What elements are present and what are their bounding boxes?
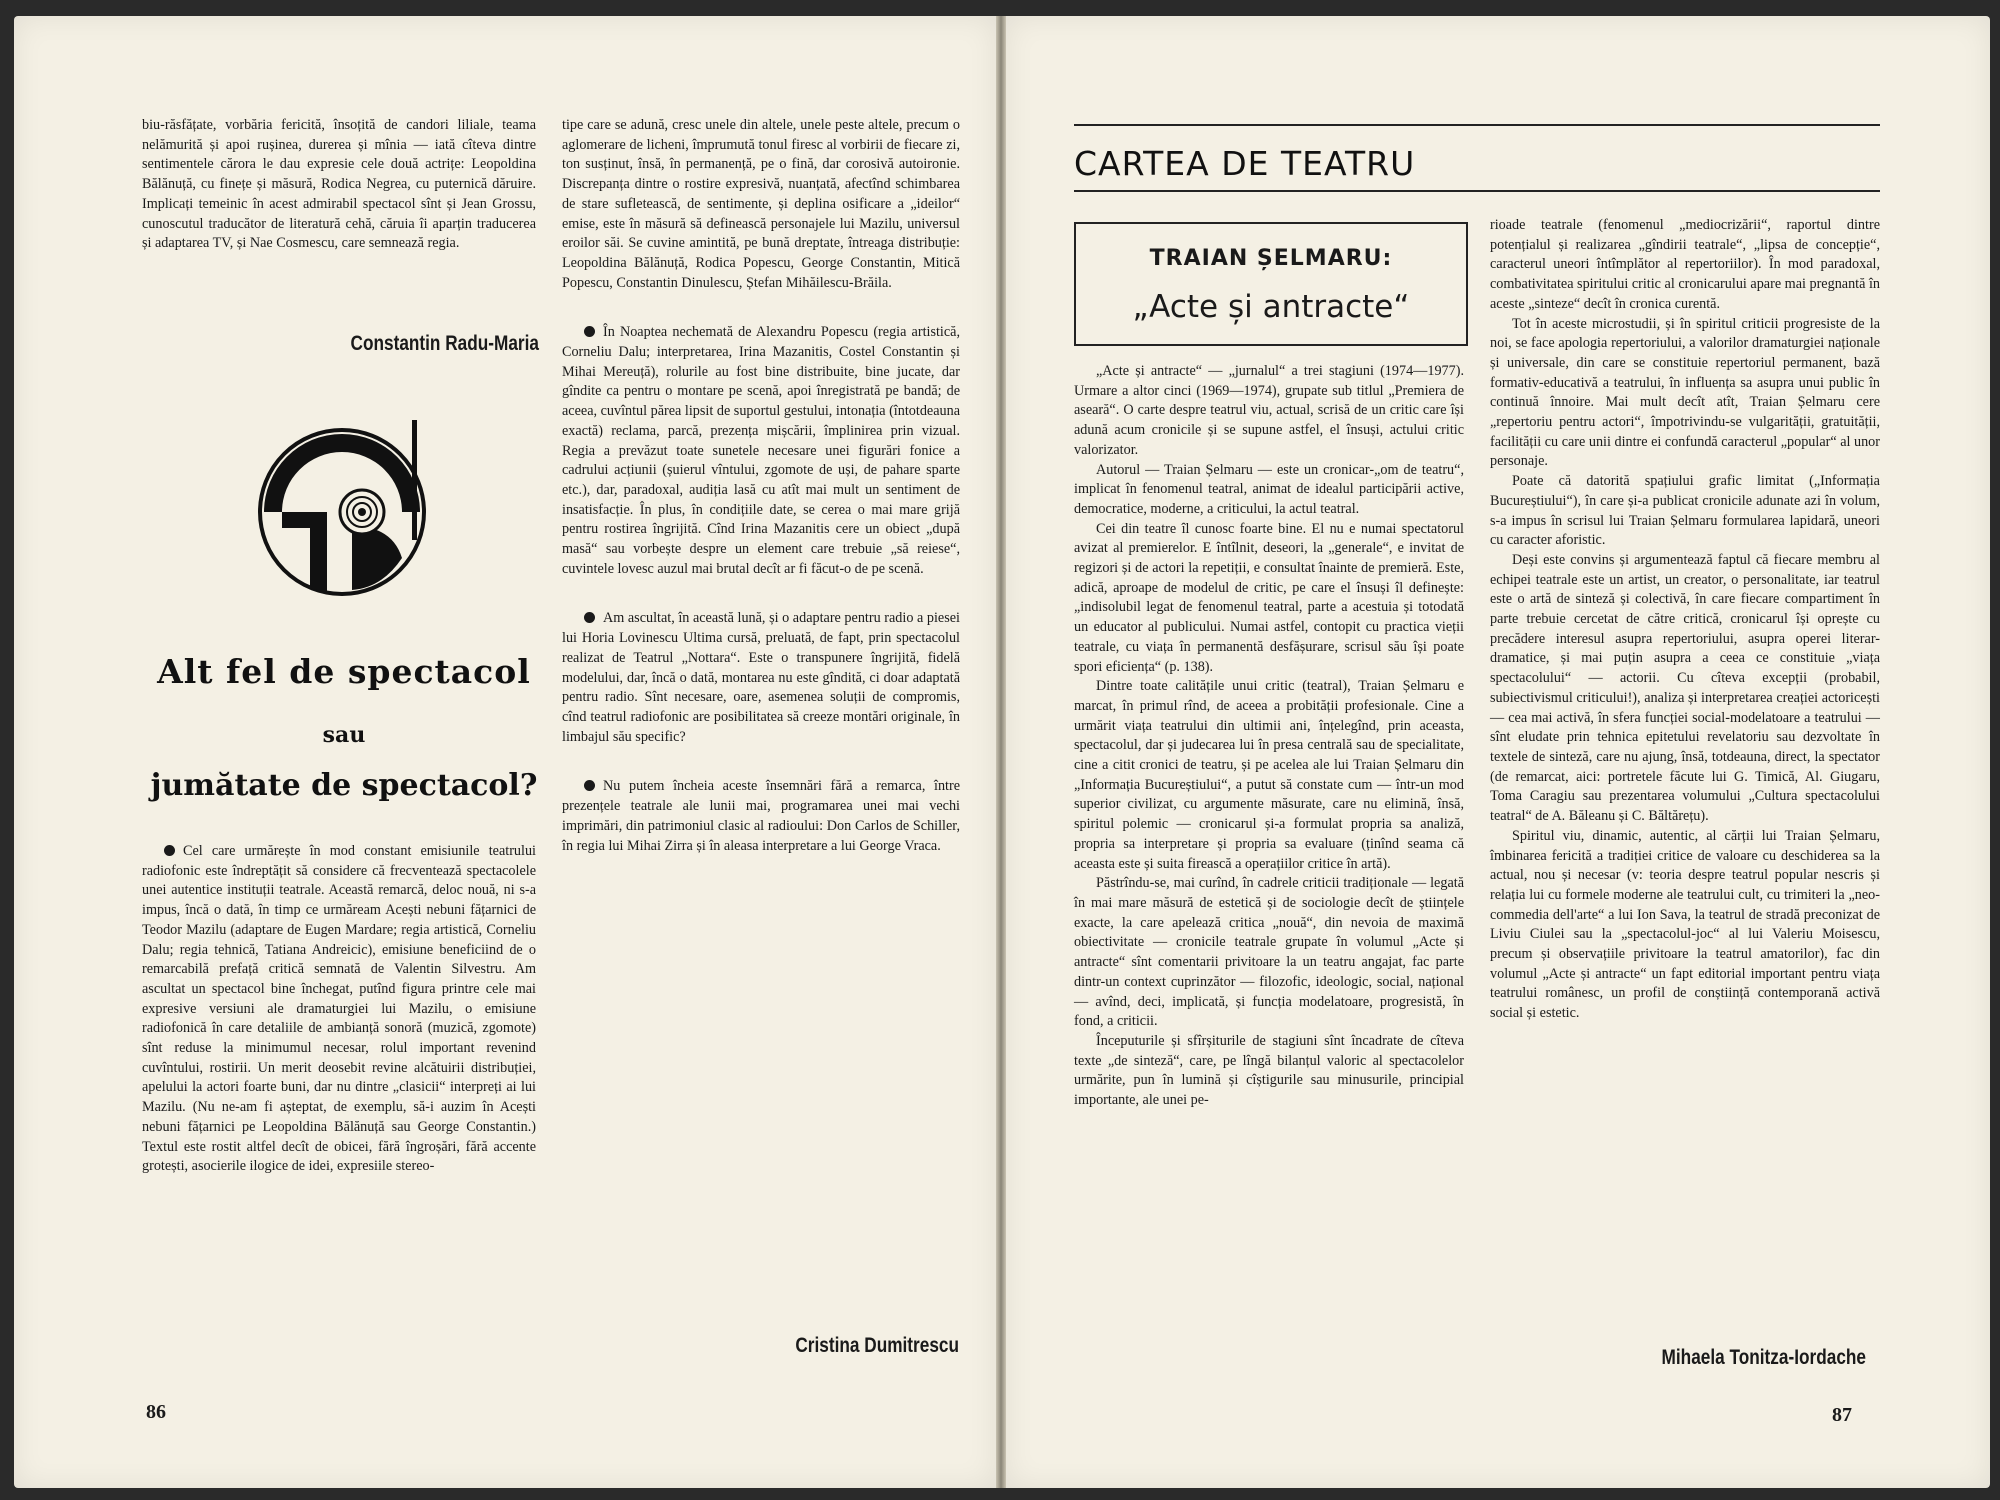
don-carlos-paragraph <box>562 777 960 856</box>
signature-radu-maria: Constantin Radu-Maria <box>350 332 539 355</box>
bullet-icon <box>164 845 175 856</box>
ultima-cursa-text: Am ascultat, în această lună, și o adaptare pentru radio a piesei lui Horia Lovinescu Ultima cursă, preluată, de fapt, prin spectacolul realizat de Teatrul „Nottara“. Este o transpunere îngrijită, fidelă modelului, dar, încă o dată, montarea nu este gîndită, ci doar adaptată pentru radio. Sînt necesare, oare, asemenea soluții de compromis, cînd teatrul radiofonic are posibilitatea să creeze montări originale, în limbajul său specific? <box>562 610 960 745</box>
ultima-cursa-paragraph <box>562 609 960 747</box>
headline-line2: sau <box>322 722 366 748</box>
bullet-icon <box>584 326 595 337</box>
left-col2 <box>562 116 960 856</box>
intro-paragraph: biu-răsfățate, vorbăria fericită, însoțită de candori liliale, teama nelămurită și apoi rușinea, durerea și mînia — iată cîteva dintre sentimentele cărora le dau expresie cele două actrițe: Leopoldina Bălănuță, cu finețe și măsură, Rodica Negrea, cu puternică dăruire. Implicați temeinic în acest admirabil spectacol sînt și Jean Grossu, cunoscutul traducător de literatură cehă, căruia îi aparțin traducerea și adaptarea TV, și Nae Cosmescu, care semnează regia. <box>142 117 536 252</box>
review-p6: Începuturile și sfîrșiturile de stagiuni sînt încadrate de cîteva texte „de sinteză“, care, pe lîngă bilanțul valoric al spectacolelor urmărite, pun în lumină și cîștigurile sau minusurile, principial importante, ale unei pe- <box>1074 1032 1464 1109</box>
review-p1: „Acte și antracte“ — „jurnalul“ a trei stagiuni (1974—1977). Urmare a altor cinci (1969—1974), grupate sub titlul „Premiera de aseară“. O carte despre teatrul viu, actual, scrisă de un critic care își adună acum cronicile și se supune astfel, el însuși, actului critic valorizator. <box>1074 363 1464 458</box>
mazilu-continuation: tipe care se adună, cresc unele din altele, unele peste altele, precum o aglomerare de licheni, împrumută tonul firesc al vorbirii de fiecare zi, ton susținut, însă, în permanență, pe o fină, dar corosivă autoironie. Discrepanța dintre o rostire expresivă, nuanțată, afectînd schimbarea de stare sufletească, de sentimente, și deplina osificare a „ideilor“ emise, este în măsură să definească personajele lui Mazilu, universul eroilor săi. Se cuvine amintită, pe bună dreptate, întreaga distribuție: Leopoldina Bălănuță, Rodica Popescu, George Constantin, Mitică Popescu, Constantin Dinulescu, Ștefan Mihăilescu-Brăila. <box>562 117 960 291</box>
book-title-box <box>1074 222 1468 346</box>
left-col1-body <box>142 842 536 1177</box>
section-title: CARTEA DE TEATRU <box>1074 144 1416 183</box>
top-rule <box>1074 124 1880 126</box>
review-p10: Deși este convins și argumentează faptul că fiecare membru al echipei teatrale este un artist, un creator, o personalitate, iar teatrul este o artă de sinteză și colectivă, în care fiecare compartiment în parte trebuie cercetat de către critică, cronicarul își oprește cu precădere interesul asupra repertoriului, asupra operei literar-dramatice, și mai puțin asupra a ceea ce constituie „viața spectacolului“ — actorii. Cu cîteva excepții (probabil, subiectivismul criticului!), analiza și interpretarea creației actoricești — cea mai activă, în sfera funcției social-modelatoare a teatrului — sînt eludate prin tehnica epitetului revelatoriu sau dezvoltate în textele de sinteză, care nu ajung, însă, totdeauna, direct, la spectator (de remarcat, aici: portretele făcute lui G. Timică, Al. Giugaru, Toma Caragiu sau prezentarea volumului „Cultura spectacolului teatral“ de A. Băleanu și C. Băltărețu). <box>1490 551 1880 825</box>
bullet-icon <box>584 612 595 623</box>
review-p3: Cei din teatre îl cunosc foarte bine. El nu e numai spectatorul avizat al premierelor. E întîlnit, deseori, la „generale“, e invitat de regizori și de actori la repetiții, e consultat înainte de premieră. Este, adică, aproape de modelul de critic, pe care el însuși îl definește: „indisolubil legat de fenomenul teatral, parte a acestuia și totodată un educator al publicului. Numai astfel, contopit cu practica vieții teatrale, cu viața în permanentă desfășurare, scrisul său își poate spori eficiența“ (p. 138). <box>1074 520 1464 675</box>
right-col2 <box>1490 216 1880 1024</box>
review-p8: Tot în aceste microstudii, și în spiritul criticii progresiste de la noi, se face apologia repertoriului, a valorilor dramaturgiei naționale și universale, din care se constituie repertoriul permanent, bază formativ-educativă a teatrului, în influența sa asupra unui public în continuă înnoire. Mai mult decît atît, Traian Șelmaru cere „repertoriu pentru actori“, împotrivindu-se vulgarității, gratuității, facilității cu care unii dintre ei confundă caracterul „popular“ al unor personaje. <box>1490 315 1880 470</box>
left-col1-intro <box>142 116 536 254</box>
theatre-logo-icon <box>252 418 432 598</box>
book-title: „Acte și antracte“ <box>1132 289 1410 325</box>
book-author: TRAIAN ȘELMARU: <box>1149 246 1393 271</box>
radio-review-text: Cel care urmărește în mod constant emisiunile teatrului radiofonic este îndreptățit să considere că frecventează spectacolele unei autentice instituții teatrale. Această remarcă, deloc nouă, ni s-a impus, încă o dată, în timp ce urmăream Acești nebuni fățarnici de Teodor Mazilu (adaptare de Eugen Mardare; regia artistică, Corneliu Dalu; regia tehnică, Tatiana Andreicic), emisiune beneficiind de o remarcabilă prefață critică semnată de Valentin Silvestru. Am ascultat un spectacol bine închegat, putînd figura printre cele mai expresive versiuni ale dramaturgiei lui Mazilu, o emisiune radiofonică în care detaliile de ambianță sonoră (muzică, zgomote) sînt reduse la minimumul necesar, rolul important revenind cuvîntului, rostirii. Un merit deosebit revine alcătuirii distribuției, apelului la actori foarte buni, dar nu dintre „clasicii“ interpreți ai lui Mazilu. (Nu ne-am fi așteptat, de exemplu, să-i auzim în Acești nebuni fățarnici pe Leopoldina Bălănuță sau George Constantin.) Textul este rostit altfel decît de obicei, fără îngroșări, fără accente grotești, asocierile ilogice de idei, expresiile stereo- <box>142 843 536 1175</box>
left-page <box>14 16 996 1488</box>
signature-dumitrescu: Cristina Dumitrescu <box>795 1334 959 1357</box>
headline-line1: Alt fel de spectacol <box>157 652 531 691</box>
noaptea-paragraph <box>562 323 960 579</box>
right-col1 <box>1074 362 1464 1111</box>
review-p11: Spiritul viu, dinamic, autentic, al cărții lui Traian Șelmaru, îmbinarea fericită a tradiției critice de valoare cu deschiderea sa la actual, nou și necesar (v: teoria despre teatrul popular nescris și relația lui cu formele moderne ale teatrului cult, cu trimiteri la „neo-commedia dell'arte“ a lui Ion Sava, la teatrul de stradă preconizat de Liviu Ciulei sau la „spectacolul-joc“ al lui Valeriu Moisescu, precum și observațiile privitoare la teatrul amatorilor), fac din volumul „Acte și antracte“ un fapt editorial important pentru viața teatrului românesc, un profil de conștiință contemporană activă social și estetic. <box>1490 827 1880 1022</box>
radio-review-paragraph <box>142 842 536 1177</box>
bullet-icon <box>584 780 595 791</box>
noaptea-text: În Noaptea nechemată de Alexandru Popescu (regia artistică, Corneliu Dalu; interpretarea, Irina Mazanitis, Costel Constantin și Mihai Mereuță), rolurile au fost bine distribuite, bine jucate, dar gîndite ca pentru o montare pe scenă, apoi înregistrată pe bandă; de aceea, cuvîntul părea lipsit de suportul gestului, intonația (întotdeauna exactă) reclama, parcă, prezența mișcării, împlinirea prin vizual. Regia a prevăzut toate sunetele necesare unei figurări fonice a cadrului acțiunii (șuierul vîntului, zgomote de uși, de pahare sparte etc.), dar, paradoxal, audiția lasă cu atît mai mult un sentiment de insatisfacție. În plus, în condițiile date, se cerea o mai mare grijă pentru rostirea îngrijită. Cînd Irina Mazanitis cere un obiect „după masă“ sau vorbește despre un element care trebuie „să reiese“, cuvintele lovesc auzul mai brutal decît ar fi făcut-o de pe scenă. <box>562 324 960 577</box>
review-p4: Dintre toate calitățile unui critic (teatral), Traian Șelmaru e marcat, în primul rînd, de aceea a probității profesionale. Cine a urmărit viața teatrului din ultimii ani, înțelegînd, prin aceasta, spectacolul, dar și judecarea lui în presa centrală sau de specialitate, cine a citit cronici de teatru, și pe acelea ale lui Traian Șelmaru din „Informația Bucureștiului“, a putut să constate cum — într-un mod superior civilizat, cu argumente măsurate, care nu elimină, însă, spiritul polemic — cronicarul și-a formulat propria sa analiză, propria sa interpretare și propria sa evaluare (ținînd seama că aceasta este și suita firească a operațiilor critice în artă). <box>1074 678 1464 872</box>
headline-line3: jumătate de spectacol? <box>150 768 538 803</box>
book-spine <box>996 16 1006 1488</box>
don-carlos-text: Nu putem încheia aceste însemnări fără a remarca, între prezențele teatrale ale lunii mai, programarea unei mai vechi imprimări, din patrimoniul clasic al radioului: Don Carlos de Schiller, în regia lui Mihai Zirra și în aleasa interpretare a lui George Vraca. <box>562 778 960 854</box>
title-underline-rule <box>1074 190 1880 192</box>
review-p9: Poate că datorită spațiului grafic limitat („Informația Bucureștiului“), în care și-a publicat cronicile adunate azi în volum, s-a impus în scrisul lui Traian Șelmaru formularea lapidară, uneori cu caracter aforistic. <box>1490 473 1880 549</box>
review-p2: Autorul — Traian Șelmaru — este un cronicar-„om de teatru“, implicat în fenomenul teatral, animat de idealul participării active, democratice, moderne, a criticului, la actul teatral. <box>1074 461 1464 517</box>
page-number-left: 86 <box>146 1401 166 1423</box>
review-p7: rioade teatrale (fenomenul „mediocrizării“, raportul dintre potențialul și realizarea „gîndirii teatrale“, „lipsa de concepție“, caracterul uneori întîmplător al repertoriilor). În mod paradoxal, combativitatea spiritului critic al cronicarului apare mai pregnantă în aceste „sinteze“ decît în cronica curentă. <box>1490 217 1880 312</box>
review-p5: Păstrîndu-se, mai curînd, în cadrele criticii tradiționale — legată în mai mare măsură de estetică și de sociologie decît de științele exacte, la care apelează critica „nouă“, din nevoia de maximă obiectivitate — cronicile teatrale grupate în volumul „Acte și antracte“ sînt comentarii privitoare la un teatru angajat, fac parte dintr-un context cuprinzător — filozofic, ideologic, social, național — avînd, deci, implicată, și funcția modelatoare, progresistă, în fond, a criticii. <box>1074 875 1464 1030</box>
signature-tonitza-iordache: Mihaela Tonitza-Iordache <box>1661 1346 1866 1369</box>
right-page <box>1006 16 1990 1488</box>
page-number-right: 87 <box>1832 1404 1852 1426</box>
